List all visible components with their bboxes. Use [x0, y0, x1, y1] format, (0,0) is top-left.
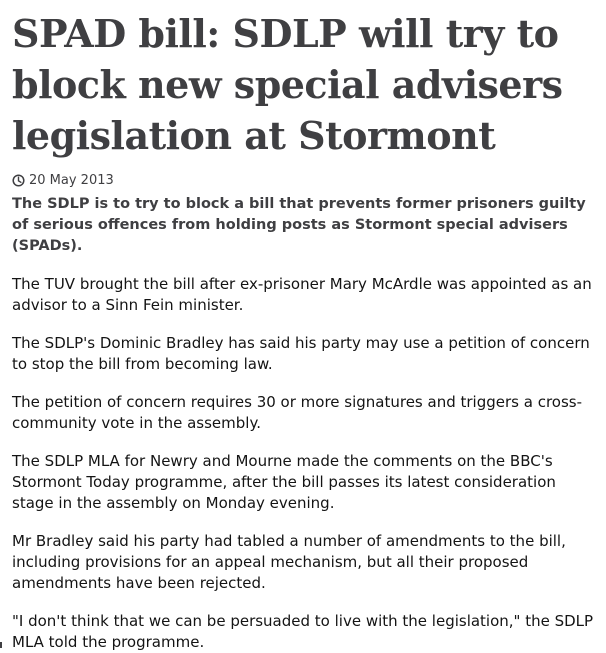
article-lead: The SDLP is to try to block a bill that prevents former prisoners guilty of serious offences from holding posts as Stormont special advisers (SPADs).: [12, 196, 586, 254]
article-paragraph: Mr Bradley said his party had tabled a number of amendments to the bill, including provisions for an appeal mechanism, but all their proposed amendments have been rejected.: [12, 532, 566, 592]
article-headline: SPAD bill: SDLP will try to block new special advisers legislation at Stormont: [12, 11, 563, 158]
article-paragraph: The SDLP MLA for Newry and Mourne made the comments on the BBC's Stormont Today programme, after the bill passes its latest consideration stage in the assembly on Monday evening.: [12, 452, 556, 512]
article-meta: [12, 171, 596, 189]
edge-mark: [0, 642, 2, 648]
clock-icon: [12, 174, 25, 187]
article-date: 20 May 2013: [29, 172, 114, 188]
article-paragraph: "I don't think that we can be persuaded to live with the legislation," the SDLP MLA told the programme.: [12, 612, 594, 651]
article-paragraph: The TUV brought the bill after ex-prisoner Mary McArdle was appointed as an advisor to a Sinn Fein minister.: [12, 275, 592, 314]
article-paragraph: The SDLP's Dominic Bradley has said his party may use a petition of concern to stop the bill from becoming law.: [12, 334, 590, 373]
article-paragraph: The petition of concern requires 30 or more signatures and triggers a cross-community vote in the assembly.: [12, 393, 583, 432]
article: [12, 8, 596, 653]
